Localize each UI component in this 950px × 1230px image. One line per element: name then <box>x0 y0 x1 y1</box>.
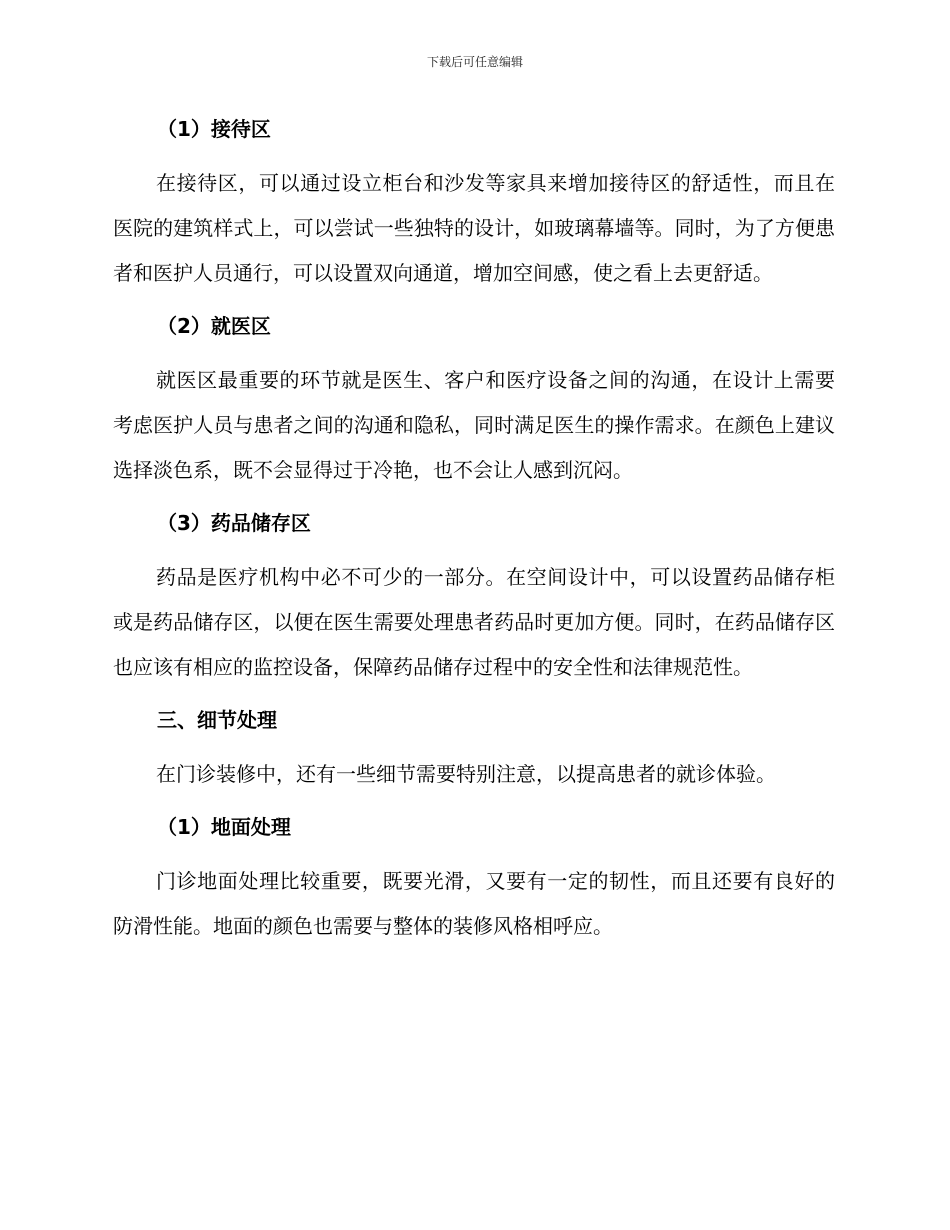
section-paragraph-pharmacy-storage: 药品是医疗机构中必不可少的一部分。在空间设计中，可以设置药品储存柜或是药品储存区，以便在医生需要处理患者药品时更加方便。同时，在药品储存区也应该有相应的监控设备，保障药品储存过程中的安全性和法律规范性。 <box>113 565 835 679</box>
section-paragraph-consultation: 就医区最重要的环节就是医生、客户和医疗设备之间的沟通，在设计上需要考虑医护人员与患者之间的沟通和隐私，同时满足医生的操作需求。在颜色上建议选择淡色系，既不会显得过于冷艳，也不会让人感到沉闷。 <box>113 368 835 482</box>
section-heading-pharmacy-storage: （3）药品储存区 <box>157 511 311 535</box>
header-note: 下载后可任意编辑 <box>426 55 523 69</box>
document-body <box>113 111 835 949</box>
section-paragraph-reception: 在接待区，可以通过设立柜台和沙发等家具来增加接待区的舒适性，而且在医院的建筑样式上，可以尝试一些独特的设计，如玻璃幕墙等。同时，为了方便患者和医护人员通行，可以设置双向通道，增加空间感，使之看上去更舒适。 <box>113 171 835 285</box>
section-paragraph-flooring: 门诊地面处理比较重要，既要光滑，又要有一定的韧性，而且还要有良好的防滑性能。地面的颜色也需要与整体的装修风格相呼应。 <box>113 869 835 938</box>
section-heading-flooring: （1）地面处理 <box>157 815 291 839</box>
section-heading-consultation: （2）就医区 <box>157 314 271 338</box>
section-heading-details: 三、细节处理 <box>157 708 277 732</box>
section-heading-reception: （1）接待区 <box>157 117 271 141</box>
section-paragraph-details: 在门诊装修中，还有一些细节需要特别注意，以提高患者的就诊体验。 <box>156 762 776 786</box>
